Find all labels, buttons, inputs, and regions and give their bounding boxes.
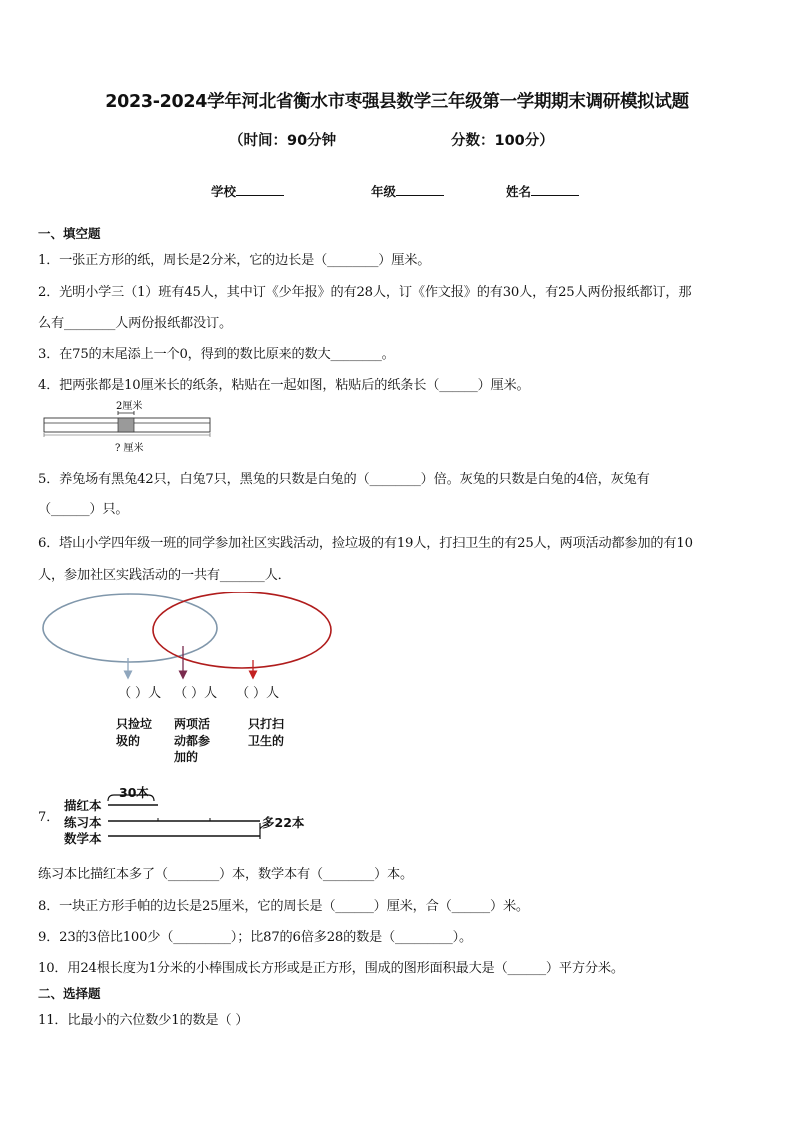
name-label: 姓名	[506, 184, 532, 199]
label-both-activities: 两项活动都参加的	[174, 717, 211, 764]
name-blank[interactable]	[531, 183, 579, 196]
row-label-tracing-book: 描红本	[64, 798, 102, 813]
grade-label: 年级	[371, 184, 397, 199]
note-22-more: 多22本	[262, 815, 305, 830]
venn-answer-2: （ ）人	[174, 686, 217, 701]
question-10: 10．用24根长度为1分米的小棒围成长方形或是正方形，围成的图形面积最大是（______）平方分米。	[38, 961, 624, 976]
question-9: 9．23的3倍比100少（_________）；比87的6倍多28的数是（_________）。	[38, 930, 472, 945]
school-blank[interactable]	[236, 183, 284, 196]
question-6-line-2: 人，参加社区实践活动的一共有_______人．	[38, 568, 291, 583]
question-3: 3．在75的末尾添上一个0，得到的数比原来的数大________。	[38, 347, 395, 362]
question-1: 1．一张正方形的纸，周长是2分米，它的边长是（________）厘米。	[38, 253, 431, 268]
cleaning-circle	[153, 592, 331, 668]
venn-answer-1: （ ）人	[118, 686, 161, 701]
question-11: 11．比最小的六位数少1的数是（ ）	[38, 1013, 249, 1028]
label-only-garbage: 只捡垃圾的	[116, 717, 153, 748]
paper-strip-figure	[40, 397, 215, 457]
bar-model-figure	[104, 793, 269, 843]
note-30: 30本	[119, 785, 149, 800]
grade-blank[interactable]	[396, 183, 444, 196]
question-2-line-1: 2．光明小学三（1）班有45人，其中订《少年报》的有28人，订《作文报》的有30人，有25人两份报纸都订，那	[38, 285, 692, 300]
overlap-region	[118, 418, 134, 432]
garbage-circle	[43, 594, 217, 662]
question-5-line-2: （______）只。	[38, 502, 129, 517]
label-only-cleaning: 只打扫卫生的	[248, 717, 285, 748]
question-7-number: 7．	[38, 810, 60, 825]
name-field	[506, 182, 579, 200]
time-limit: （时间：90分钟	[229, 133, 337, 149]
school-label: 学校	[211, 184, 237, 199]
question-4: 4．把两张都是10厘米长的纸条，粘贴在一起如图，粘贴后的纸条长（______）厘米。	[38, 378, 530, 393]
overlap-label: 2厘米	[116, 401, 143, 412]
row-label-exercise-book: 练习本	[64, 815, 102, 830]
section-heading-fill-blank: 一、填空题	[38, 226, 101, 241]
question-6-line-1: 6．塔山小学四年级一班的同学参加社区实践活动，捡垃圾的有19人，打扫卫生的有25人，两项活动都参加的有10	[38, 536, 693, 551]
question-5-line-1: 5．养兔场有黑兔42只，白兔7只，黑兔的只数是白兔的（________）倍。灰兔的只数是白兔的4倍，灰兔有	[38, 472, 650, 487]
venn-answer-3: （ ）人	[236, 686, 279, 701]
question-7: 练习本比描红本多了（________）本，数学本有（________）本。	[38, 867, 414, 882]
total-length-label: ? 厘米	[115, 443, 144, 454]
question-8: 8．一块正方形手帕的边长是25厘米，它的周长是（______）厘米，合（______）米。	[38, 899, 529, 914]
venn-diagram	[36, 592, 336, 682]
question-2-line-2: 么有________人两份报纸都没订。	[38, 316, 233, 331]
school-field	[211, 182, 284, 200]
page-title: 2023-2024学年河北省衡水市枣强县数学三年级第一学期期末调研模拟试题	[105, 92, 689, 112]
row-label-math-book: 数学本	[64, 831, 102, 846]
total-score: 分数：100分）	[451, 133, 554, 149]
grade-field	[371, 182, 444, 200]
section-heading-choice: 二、选择题	[38, 986, 101, 1001]
